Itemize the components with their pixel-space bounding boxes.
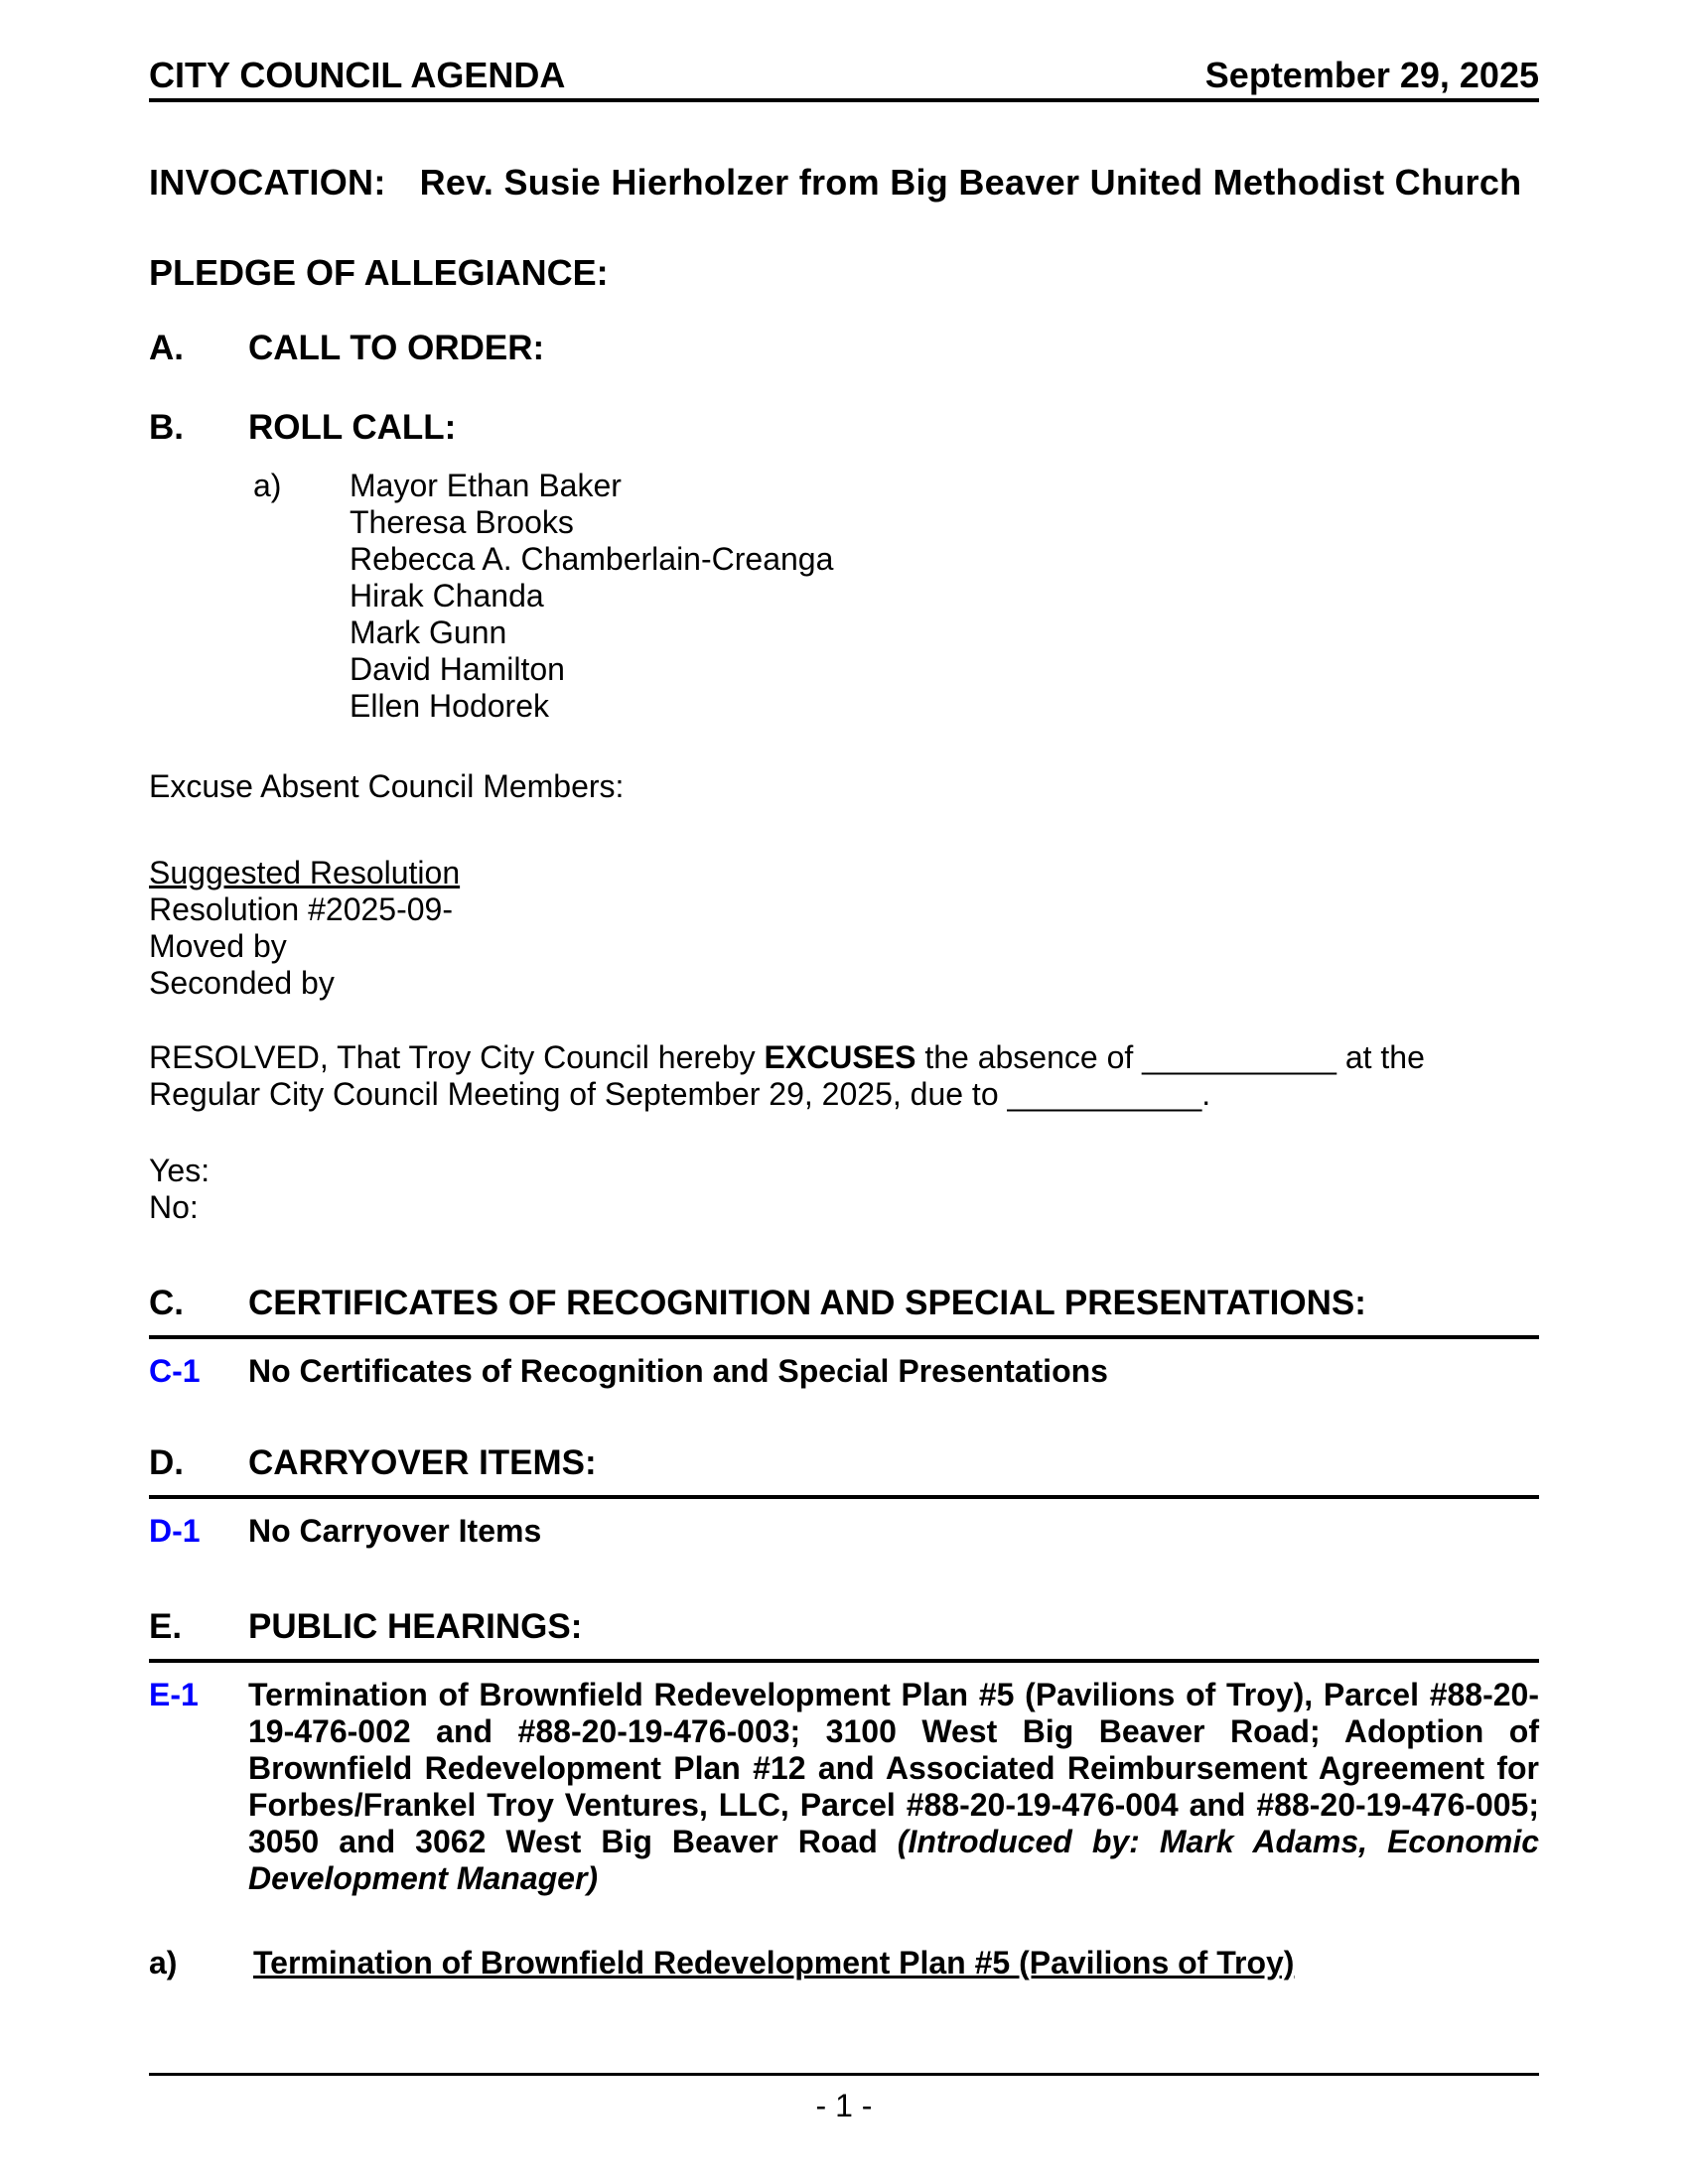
member-name: Ellen Hodorek: [350, 688, 549, 724]
invocation-label: INVOCATION:: [149, 162, 386, 203]
section-c-rule: [149, 1335, 1539, 1339]
member-name: David Hamilton: [350, 651, 565, 687]
section-a-letter: A.: [149, 329, 184, 367]
section-b-title: ROLL CALL:: [248, 408, 457, 447]
blank-line-1: ___________: [1142, 1039, 1336, 1075]
invocation-text: Rev. Susie Hierholzer from Big Beaver United Methodist Church: [419, 162, 1522, 203]
item-c1-number: C-1: [149, 1353, 201, 1389]
roll-call-label: a): [253, 468, 282, 503]
resolved-paragraph: [149, 1039, 1539, 1113]
blank-line-2: ___________: [1007, 1076, 1202, 1112]
resolved-text-4: .: [1201, 1076, 1211, 1112]
section-c-letter: C.: [149, 1284, 184, 1322]
member-name: Hirak Chanda: [350, 578, 544, 614]
sub-item-a-label: a): [149, 1945, 178, 1980]
item-c1-text: No Certificates of Recognition and Special Presentations: [248, 1353, 1108, 1389]
item-e1-text: [248, 1677, 1539, 1897]
agenda-item-c1: [149, 1353, 1539, 1390]
resolved-text-3a: at the: [1336, 1039, 1425, 1075]
section-c-title: CERTIFICATES OF RECOGNITION AND SPECIAL PRESENTATIONS:: [248, 1284, 1366, 1322]
vote-block: [149, 1153, 1539, 1226]
member-name: Mark Gunn: [350, 614, 507, 650]
page-number: - 1 -: [815, 2088, 873, 2123]
invocation-paragraph: [149, 160, 1539, 205]
section-e-letter: E.: [149, 1607, 183, 1646]
section-b-heading: [149, 406, 1539, 450]
section-b-letter: B.: [149, 408, 184, 447]
section-a-heading: [149, 327, 1539, 370]
resolved-text-1: RESOLVED, That Troy City Council hereby: [149, 1039, 765, 1075]
section-d-title: CARRYOVER ITEMS:: [248, 1443, 597, 1482]
yes-label: Yes:: [149, 1153, 211, 1188]
resolution-number: Resolution #2025-09-: [149, 891, 453, 927]
suggested-resolution-heading: Suggested Resolution: [149, 855, 461, 890]
no-label: No:: [149, 1189, 199, 1225]
agenda-item-d1: [149, 1513, 1539, 1550]
section-d-letter: D.: [149, 1443, 184, 1482]
resolved-text-2: the absence of: [915, 1039, 1143, 1075]
roll-call-list: [253, 468, 1539, 725]
item-e1-text-main: Termination of Brownfield Redevelopment Plan #5 (Pavilions of Troy), Parcel #88-20-19-476-002 and #88-20-19-476-003; 3100 West Big Beaver Road; Adoption of Brownfield Redevelopment Plan #12 and Associated Reimbursement Agreement for Forbes/Frankel Troy Ventures, LLC, Parcel #88-20-19-476-004 and #88-20-19-476-005; 3050 and 3062 West Big Beaver Road: [248, 1677, 1539, 1859]
resolved-text-3b: Regular City Council Meeting of September 29, 2025, due to: [149, 1076, 1008, 1112]
page-header: [149, 56, 1539, 102]
section-d-heading: [149, 1441, 1539, 1485]
item-d1-text: No Carryover Items: [248, 1513, 542, 1549]
sub-item-a: [149, 1945, 1539, 1981]
section-e-rule: [149, 1659, 1539, 1663]
section-a-title: CALL TO ORDER:: [248, 329, 545, 367]
suggested-resolution-block: [149, 855, 1539, 1002]
pledge-heading: PLEDGE OF ALLEGIANCE:: [149, 252, 609, 293]
member-name: Theresa Brooks: [350, 504, 574, 540]
excuses-bold: EXCUSES: [764, 1039, 916, 1075]
section-e-title: PUBLIC HEARINGS:: [248, 1607, 583, 1646]
member-name: Mayor Ethan Baker: [350, 468, 622, 503]
seconded-by-line: Seconded by: [149, 965, 335, 1001]
item-e1-number: E-1: [149, 1677, 199, 1712]
member-name: Rebecca A. Chamberlain-Creanga: [350, 541, 834, 577]
section-e-heading: [149, 1605, 1539, 1649]
section-d-rule: [149, 1495, 1539, 1499]
item-d1-number: D-1: [149, 1513, 201, 1549]
excuse-absent-label: Excuse Absent Council Members:: [149, 768, 625, 804]
header-title: CITY COUNCIL AGENDA: [149, 55, 566, 95]
moved-by-line: Moved by: [149, 928, 287, 964]
roll-call-members: [350, 468, 833, 725]
item-e1-text-introduced-by: (Introduced by: Mark Adams, Economic Development Manager): [248, 1824, 1540, 1896]
page-footer: [149, 2073, 1539, 2124]
sub-item-a-text: Termination of Brownfield Redevelopment Plan #5 (Pavilions of Troy): [253, 1945, 1295, 1980]
agenda-item-e1: [149, 1677, 1539, 1897]
section-c-heading: [149, 1282, 1539, 1325]
header-date: September 29, 2025: [1204, 55, 1539, 95]
